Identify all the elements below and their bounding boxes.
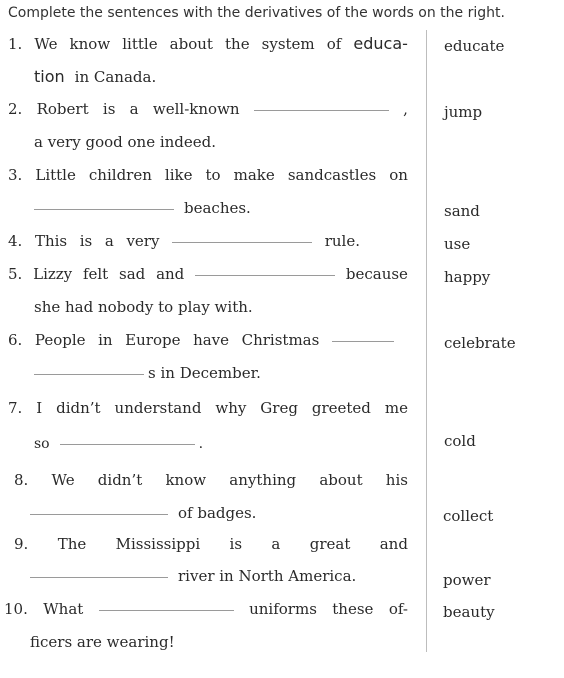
word: didn’t	[56, 399, 101, 417]
item-number: 2.	[8, 100, 23, 118]
answer-blank[interactable]	[34, 208, 174, 210]
word: make	[233, 166, 275, 184]
word: the	[225, 35, 250, 53]
item-1-cont	[0, 67, 564, 93]
word: is	[102, 100, 116, 118]
item-10-line-2	[30, 633, 404, 659]
word: children	[88, 166, 152, 184]
item-number: 10.	[4, 600, 28, 618]
word: know	[69, 35, 111, 53]
word: Europe	[125, 331, 181, 349]
item-5-cont	[0, 298, 564, 324]
item-3-line-2	[34, 199, 408, 225]
sentence-text: river in North America.	[178, 567, 357, 585]
word: sad	[119, 265, 146, 283]
word: Christmas	[241, 331, 320, 349]
sentence-text: a very good one indeed.	[34, 133, 217, 151]
word: of	[326, 35, 342, 53]
word: We	[51, 471, 75, 489]
sentence-text: she had nobody to play with.	[34, 298, 253, 316]
word: Robert	[36, 100, 89, 118]
base-word: collect	[443, 507, 494, 525]
sentence-text: so	[34, 436, 50, 452]
answer-blank[interactable]	[30, 513, 168, 515]
sentence-text: s in December.	[148, 364, 261, 382]
word: We	[34, 35, 58, 53]
item-1	[0, 34, 564, 60]
item-9	[0, 535, 564, 561]
word: why	[215, 399, 247, 417]
word: uniforms	[249, 600, 317, 618]
item-3-cont	[0, 199, 564, 225]
word: a	[129, 100, 139, 118]
item-10-line-1	[4, 600, 408, 626]
word: these	[332, 600, 374, 618]
item-number: 1.	[8, 35, 23, 53]
word: felt	[82, 265, 109, 283]
item-9-line-2	[30, 567, 404, 593]
base-word: educate	[444, 37, 505, 55]
word: well-known	[152, 100, 240, 118]
word: didn’t	[97, 471, 143, 489]
item-5	[0, 265, 564, 291]
item-2-cont	[0, 133, 564, 159]
word: rule.	[324, 232, 360, 250]
base-word: use	[444, 235, 471, 253]
base-word: happy	[444, 268, 491, 286]
item-9-cont	[0, 567, 564, 593]
item-8-line-2	[30, 504, 404, 530]
answer-blank[interactable]	[34, 373, 144, 375]
word: know	[165, 471, 207, 489]
word: This	[34, 232, 68, 250]
word: system	[261, 35, 315, 53]
word: sandcastles	[287, 166, 377, 184]
item-6	[0, 331, 564, 357]
answer-blank[interactable]	[30, 576, 168, 578]
word: People	[34, 331, 86, 349]
base-word: beauty	[443, 603, 495, 621]
item-1-line-1	[8, 34, 408, 60]
answer-blank[interactable]	[99, 609, 234, 611]
item-1-line-2	[34, 67, 408, 93]
word: is	[229, 535, 243, 553]
answer-blank[interactable]	[332, 340, 394, 342]
word: about	[319, 471, 363, 489]
word: a	[104, 232, 114, 250]
item-number: 5.	[8, 265, 23, 283]
item-10	[0, 600, 564, 626]
word: ,	[403, 100, 408, 118]
answer-blank[interactable]	[172, 241, 312, 243]
word: greeted	[311, 399, 371, 417]
sentence-text: .	[198, 436, 204, 452]
item-5-line-2	[34, 298, 408, 324]
word: The	[57, 535, 87, 553]
item-number: 4.	[8, 232, 23, 250]
item-number: 8.	[14, 471, 29, 489]
sentence-text: in Canada.	[74, 68, 157, 86]
base-word: cold	[444, 432, 476, 450]
word: have	[193, 331, 230, 349]
item-9-line-1	[14, 535, 408, 561]
item-3-line-1	[8, 166, 408, 192]
item-6-cont	[0, 364, 564, 390]
item-2	[0, 100, 564, 126]
item-10-cont	[0, 633, 564, 659]
item-6-line-1	[8, 331, 394, 357]
item-number: 7.	[8, 399, 23, 417]
answer-blank[interactable]	[195, 274, 335, 276]
item-4-line-1	[8, 232, 360, 258]
item-3	[0, 166, 564, 192]
word: and	[379, 535, 408, 553]
item-8-line-1	[14, 471, 408, 497]
word: Greg	[260, 399, 298, 417]
sentence-text: of badges.	[178, 504, 257, 522]
word: understand	[114, 399, 202, 417]
word: great	[309, 535, 351, 553]
word: is	[79, 232, 93, 250]
item-8-cont	[0, 504, 564, 530]
word: and	[156, 265, 185, 283]
word: about	[169, 35, 213, 53]
item-number: 9.	[14, 535, 29, 553]
word: little	[122, 35, 158, 53]
instructions: Complete the sentences with the derivatives of the words on the right.	[8, 5, 505, 21]
item-5-line-1	[8, 265, 408, 291]
word: like	[164, 166, 193, 184]
answer-blank[interactable]	[254, 109, 389, 111]
word: to	[205, 166, 221, 184]
base-word: celebrate	[444, 334, 516, 352]
word: What	[43, 600, 84, 618]
sentence-text: beaches.	[184, 199, 251, 217]
item-number: 3.	[8, 166, 23, 184]
item-7	[0, 399, 564, 425]
word: because	[345, 265, 408, 283]
word: I	[36, 399, 43, 417]
item-7-line-2	[34, 436, 408, 462]
item-2-line-2	[34, 133, 408, 159]
item-7-line-1	[8, 399, 408, 425]
base-word: sand	[444, 202, 480, 220]
handwritten-answer: educa-	[353, 34, 408, 53]
word: of-	[388, 600, 408, 618]
word: his	[385, 471, 408, 489]
word: anything	[229, 471, 297, 489]
item-7-cont	[0, 432, 564, 462]
word: me	[384, 399, 408, 417]
word: on	[389, 166, 408, 184]
sentence-text: ficers are wearing!	[30, 633, 175, 651]
base-word: jump	[444, 103, 483, 121]
answer-blank[interactable]	[60, 443, 195, 445]
word: very	[126, 232, 160, 250]
item-4	[0, 232, 564, 258]
word: in	[98, 331, 113, 349]
item-8	[0, 471, 564, 497]
item-number: 6.	[8, 331, 23, 349]
word: Lizzy	[33, 265, 73, 283]
word: a	[271, 535, 281, 553]
word: Mississippi	[115, 535, 201, 553]
item-2-line-1	[8, 100, 408, 126]
word: Little	[35, 166, 76, 184]
base-word: power	[443, 571, 491, 589]
item-6-line-2	[34, 364, 408, 390]
handwritten-answer: tion	[34, 67, 65, 86]
